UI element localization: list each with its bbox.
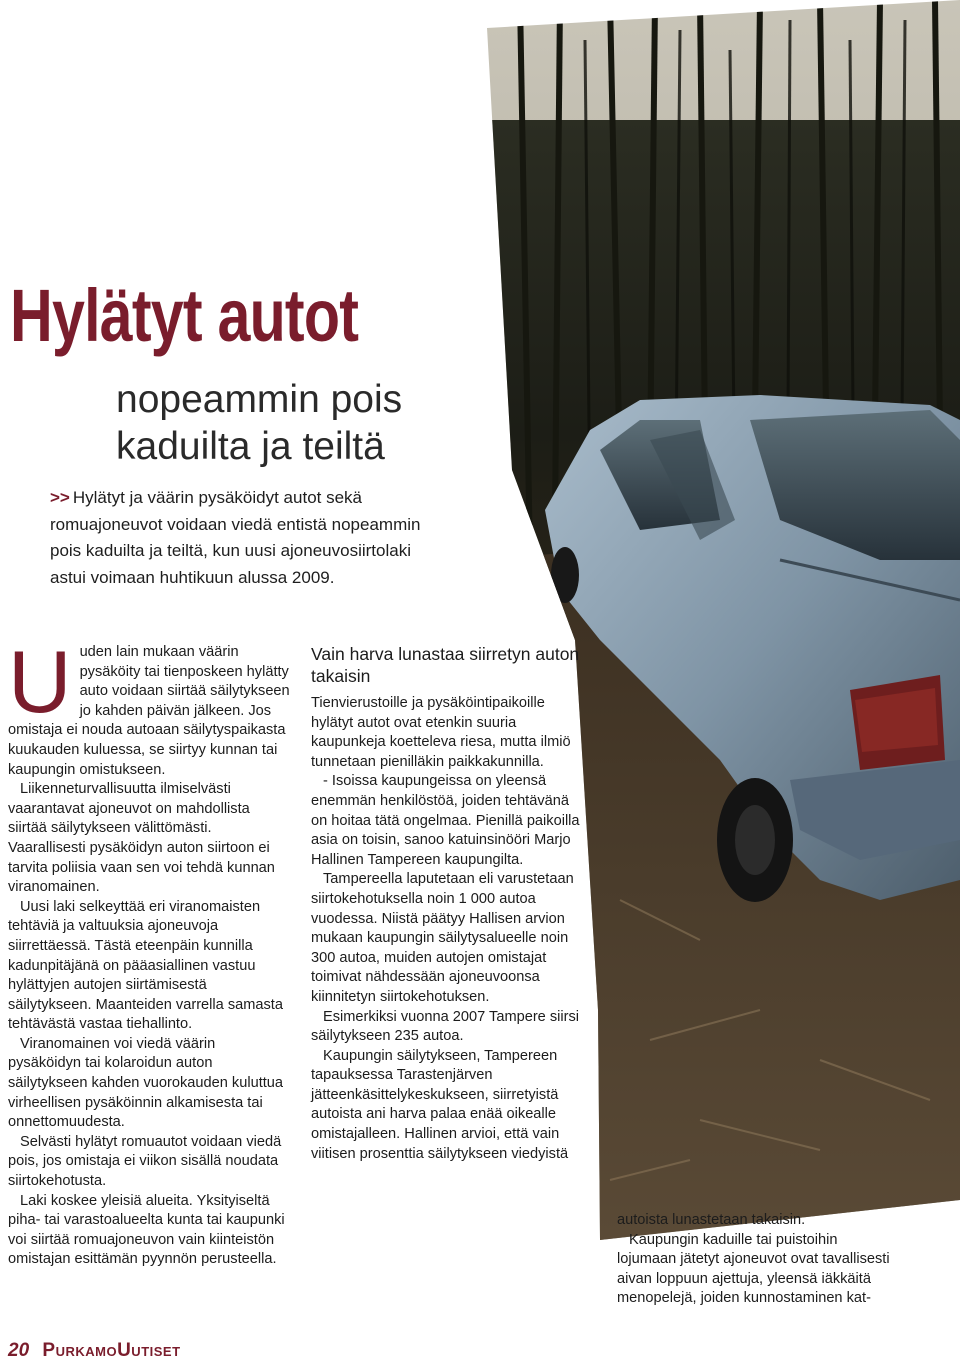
magazine-name: PurkamoUutiset [42, 1340, 181, 1361]
article-title: Hylätyt autot [10, 274, 359, 357]
body-paragraph: Kaupungin kaduille tai puistoihin lojumaan jätetyt ajoneuvot ovat tavallisesti aivan loppuun ajettuja, yleensä iäkkäitä menopelejä, joiden kunnostaminen kat- [617, 1231, 890, 1307]
body-paragraph: Laki koskee yleisiä alueita. Yksityiseltä piha- tai varastoalueelta kunta tai kaupunki voi siirtää romuajoneuvon vain kiinteistön omistajan esittämän pyynnön perusteella. [8, 1192, 285, 1268]
lead-line: >> Hylätyt ja väärin pysäköidyt autot sekä [50, 488, 363, 507]
body-paragraph: - Isoissa kaupungeissa on yleensä enemmän henkilöstöä, joiden tehtävänä on hoitaa tätä ongelmaa. Pienillä paikoilla asia on toisin, sanoo katuinsinööri Marjo Hallinen Tampereen kaupungilta. [311, 773, 580, 868]
body-paragraph: Liikenneturvallisuutta ilmiselvästi vaarantavat ajoneuvot on mahdollista siirtää säilytykseen välittömästi. Vaarallisesti pysäköidyn auton siirtoon ei tarvita poliisia vaan sen voi tehdä kunnan viranomainen. [8, 781, 275, 896]
body-paragraph: Uusi laki selkeyttää eri viranomaisten tehtäviä ja valtuuksia ajoneuvoja siirrettäessä. Tästä eteenpäin kunnilla kadunpitäjänä on pääasiallinen vastuu hylättyjen autojen siirtämisestä säilytykseen. Maanteiden varrella samasta tehtävästä vastaa tiehallinto. [8, 898, 283, 1033]
body-paragraph: Selvästi hylätyt romuautot voidaan viedä pois, jos omistaja ei viikon sisällä noudata siirtokehotusta. [8, 1133, 282, 1190]
lead-line: pois kaduilta ja teiltä, kun uusi ajoneuvosiirtolaki [50, 541, 411, 560]
body-paragraph: Tienvierustoille ja pysäköintipaikoille hylätyt autot ovat etenkin suuria kaupunkeja koettelevа riesa, mutta ilmiö tunnetaan pienilläkin paikkakunnilla. [311, 695, 571, 770]
subtitle-line: nopeammin pois [116, 378, 403, 421]
article-lead [50, 485, 490, 591]
lead-line: romuajoneuvot voidaan viedä entistä nopeammin [50, 514, 421, 534]
body-paragraph: Kaupungin säilytykseen, Tampereen tapauksessa Tarastenjärven jätteenkäsittelykeskukseen, siirretyistä autoista ani harva palaa enää oikealle omistajalleen. Hallinen arvioi, että vain viitisen prosenttia säilytykseen viedyistä [311, 1047, 569, 1162]
body-paragraph: autoista lunastetaan takaisin. [617, 1212, 806, 1228]
page-footer [8, 1340, 181, 1362]
section-heading: Vain harva lunastaa siirretyn auton takaisin [311, 644, 580, 686]
body-column-2 [311, 643, 586, 1164]
page-number: 20 [8, 1340, 30, 1361]
body-paragraph: Tampereella laputetaan eli varustetaan siirtokehotuksella noin 1 000 autoa vuodessa. Niistä päätyy Hallisen arvion mukaan kaupungin säilytysalueelle noin 300 autoa, muiden autojen omistajat toimivat nähdessään ajoneuvoonsa kiinnitetyn siirtokehotuksen. [311, 871, 574, 1005]
subtitle-line: kaduilta ja teiltä [116, 425, 385, 468]
lead-marker: >> [50, 488, 70, 507]
body-paragraph: Uuden lain mukaan väärin pysäköity tai tienposkeen hylätty auto voidaan siirtää säilytykseen jo kahden päivän jälkeen. Jos omistaja ei nouda autoaan säilytyspaikasta kuukauden kuluessa, se siirtyy kunnan tai kaupungin omistukseen. [8, 632, 290, 778]
body-paragraph: Esimerkiksi vuonna 2007 Tampere siirsi säilytykseen 235 autoa. [311, 1008, 580, 1045]
lead-line: astui voimaan huhtikuun alussa 2009. [50, 567, 335, 587]
body-column-1 [8, 632, 291, 1270]
body-paragraph: Viranomainen voi viedä väärin pysäköidyn tai kolaroidun auton säilytykseen kahden vuorokauden kuluttua virheellisen pysäköinnin alkamisesta tai onnettomuudesta. [8, 1035, 284, 1131]
article-subtitle [116, 376, 516, 470]
drop-cap: U [8, 632, 72, 731]
body-column-3 [617, 1211, 897, 1309]
